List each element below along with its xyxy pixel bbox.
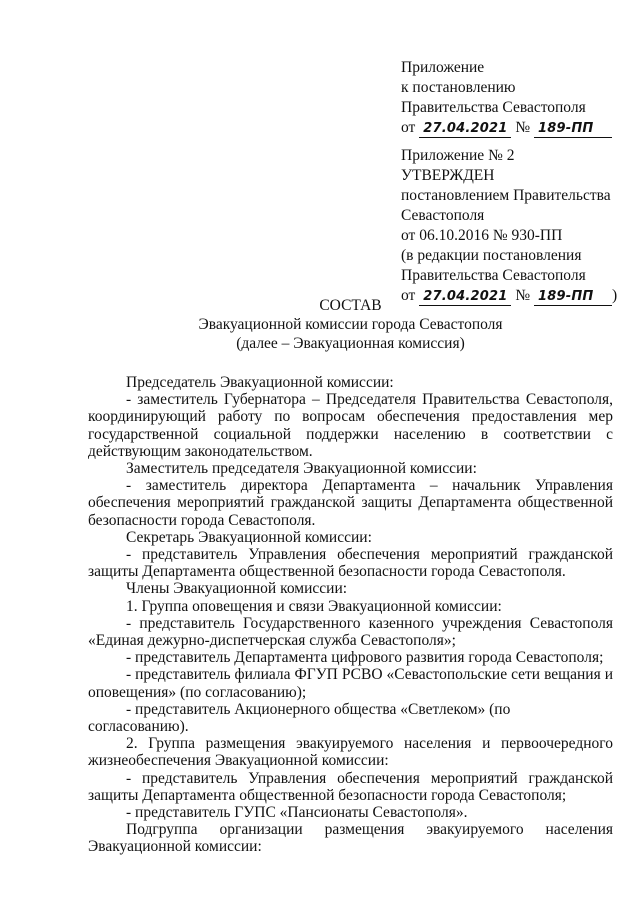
handwritten-number: 189-ПП — [534, 121, 612, 138]
closing-paren: ) — [612, 287, 618, 304]
header-line: от 06.10.2016 № 930-ПП — [401, 227, 563, 244]
body-paragraph: Подгруппа организации размещения эвакуируемого населения Эвакуационной комиссии: — [88, 821, 613, 856]
body-paragraph: - представитель Государственного казенного учреждения Севастополя «Единая дежурно-диспетчерская служба Севастополя»; — [88, 614, 613, 650]
body-paragraph: - заместитель Губернатора – Председателя Правительства Севастополя, координирующий работу по вопросам обеспечения предоставления мер государственной социальной поддержки населению в соответствии с действующим законодательством. — [88, 391, 613, 460]
header-line: Приложение № 2 — [401, 147, 515, 164]
body-paragraph: 1. Группа оповещения и связи Эвакуационной комиссии: — [126, 597, 502, 615]
header-line: к постановлению — [401, 79, 516, 96]
appendix-2-header — [401, 146, 617, 306]
header-line: Правительства Севастополя — [401, 267, 586, 284]
handwritten-date: 27.04.2021 — [419, 121, 511, 138]
header-date-line — [401, 118, 612, 138]
body-paragraph: Председатель Эвакуационной комиссии: — [126, 374, 394, 391]
number-prefix: № — [515, 119, 531, 136]
date-prefix: от — [401, 119, 416, 136]
header-line: Правительства Севастополя — [401, 99, 586, 116]
appendix-header — [401, 58, 612, 138]
header-line: постановлением Правительства — [401, 187, 611, 204]
header-line: УТВЕРЖДЕН — [401, 167, 495, 184]
body-paragraph: Секретарь Эвакуационной комиссии: — [126, 528, 372, 546]
handwritten-number: 189-ПП — [534, 289, 612, 306]
body-paragraph: - представитель филиала ФГУП РСВО «Севастопольские сети вещания и оповещения» (по согласованию); — [88, 666, 613, 701]
body-paragraph: Заместитель председателя Эвакуационной комиссии: — [126, 460, 477, 478]
body-paragraph: - заместитель директора Департамента – начальник Управления обеспечения мероприятий гражданской защиты Департамента общественной безопасности города Севастополя. — [88, 477, 613, 529]
header-line: Приложение — [401, 59, 485, 76]
body-paragraph: - представитель ГУПС «Пансионаты Севастополя». — [126, 804, 468, 822]
body-paragraph: - представитель Управления обеспечения мероприятий гражданской защиты Департамента общественной безопасности города Севастополя. — [88, 546, 613, 581]
header-line: (в редакции постановления — [401, 247, 582, 264]
date-prefix: от — [401, 287, 416, 304]
number-prefix: № — [515, 287, 531, 304]
handwritten-date: 27.04.2021 — [419, 289, 511, 306]
body-paragraph: - представитель Департамента цифрового развития города Севастополя; — [126, 649, 604, 667]
body-paragraph: - представитель Акционерного общества «Светлеком» (по согласованию). — [88, 700, 511, 736]
document-body — [88, 374, 613, 856]
title-line: (далее – Эвакуационная комиссия) — [236, 335, 465, 352]
body-paragraph: Члены Эвакуационной комиссии: — [126, 580, 348, 598]
body-paragraph: - представитель Управления обеспечения мероприятий гражданской защиты Департамента общественной безопасности города Севастополя; — [88, 769, 613, 804]
title-heading: СОСТАВ — [319, 297, 382, 314]
header-line: Севастополя — [401, 207, 485, 224]
title-line: Эвакуационной комиссии города Севастополя — [198, 316, 503, 333]
body-paragraph: 2. Группа размещения эвакуируемого населения и первоочередного жизнеобеспечения Эвакуационной комиссии: — [88, 735, 613, 770]
document-title — [88, 296, 613, 353]
